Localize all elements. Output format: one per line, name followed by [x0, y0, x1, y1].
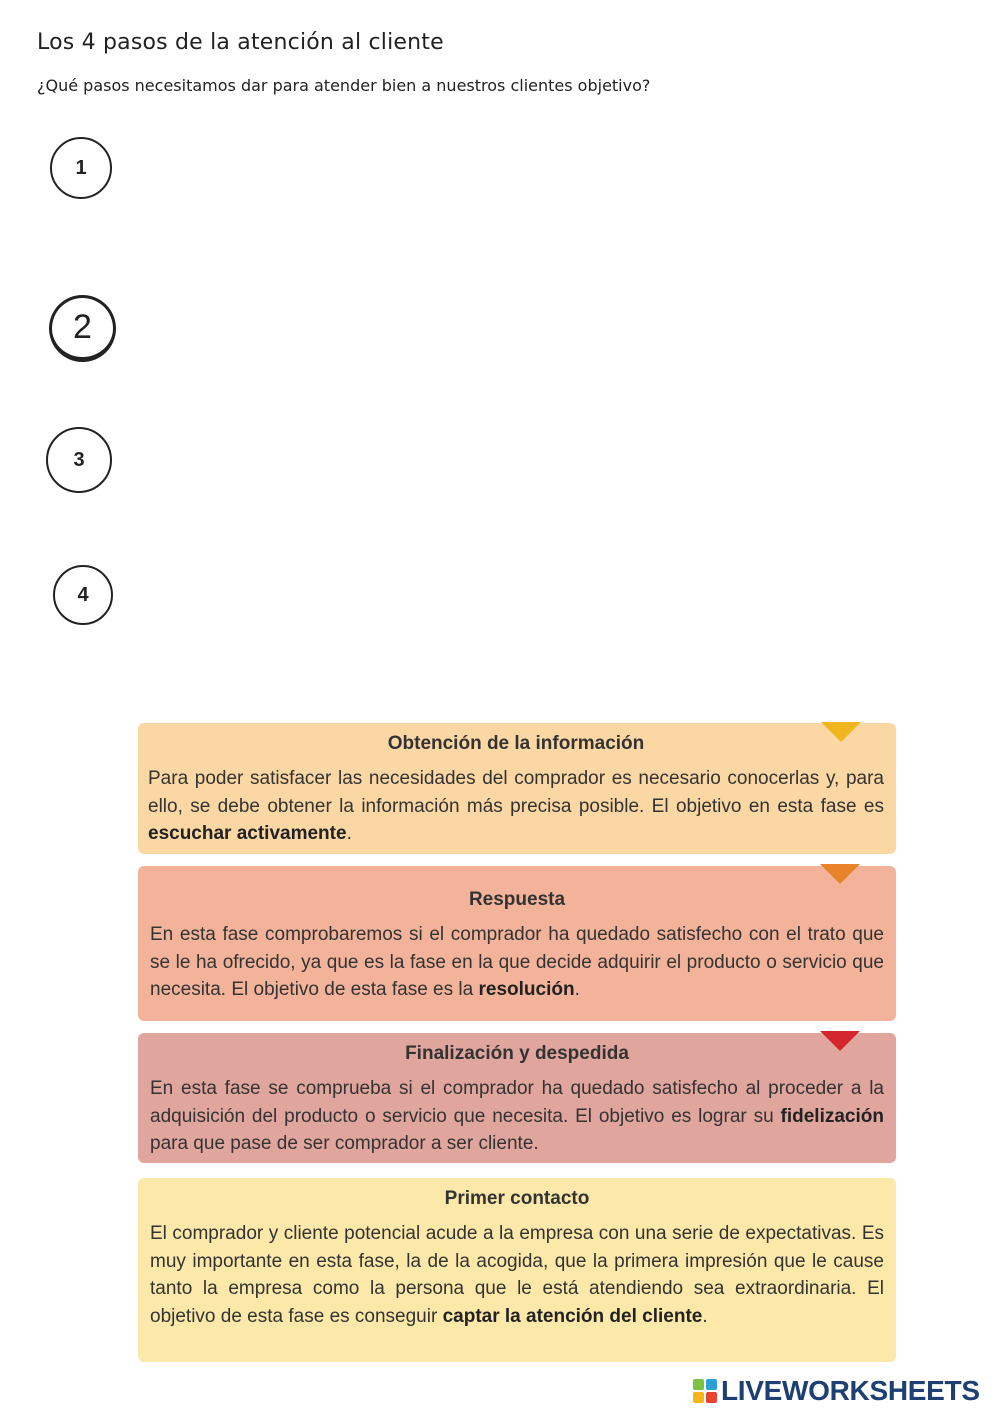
card-key-phrase: fidelización — [780, 1105, 884, 1127]
step-circle-3[interactable]: 3 — [46, 427, 112, 493]
step-circle-2[interactable]: 2 — [49, 295, 116, 362]
card-obtencion-informacion[interactable] — [138, 723, 896, 854]
card-title: Primer contacto — [444, 1188, 590, 1209]
card-key-phrase: captar la atención del cliente — [442, 1305, 703, 1327]
step-circle-4[interactable]: 4 — [53, 565, 113, 625]
brand-name: LIVEWORKSHEETS — [721, 1375, 980, 1406]
card-title: Obtención de la información — [387, 733, 645, 754]
worksheet-title: Los 4 pasos de la atención al cliente — [37, 30, 444, 55]
step-circle-1[interactable]: 1 — [50, 137, 112, 199]
card-primer-contacto[interactable] — [138, 1178, 896, 1362]
card-key-phrase: resolución — [478, 979, 575, 1000]
card-text: Para poder satisfacer las necesidades del comprador es necesario conocerlas y, para ello, se debe obtener la información más precisa posible. El objetivo en esta fase es escuchar activamente. — [148, 768, 884, 844]
red-triangle-marker-icon — [820, 1031, 860, 1051]
yellow-triangle-marker-icon — [821, 722, 861, 742]
card-respuesta[interactable] — [138, 866, 896, 1021]
card-finalizacion-despedida[interactable] — [138, 1033, 896, 1163]
card-key-phrase: escuchar activamente — [148, 823, 347, 844]
liveworksheets-brand — [693, 1374, 980, 1408]
card-title: Respuesta — [468, 889, 566, 910]
card-text: En esta fase comprobaremos si el comprador ha quedado satisfecho con el trato que se le ha ofrecido, ya que es la fase en la que decide adquirir el producto o servicio que necesita. El objetivo de esta fase es la resolución. — [150, 924, 884, 1000]
card-text: En esta fase se comprueba si el comprador ha quedado satisfecho al proceder a la adquisición del producto o servicio que necesita. El objetivo es lograr su fidelización para que pase de ser comprador a ser cliente. — [150, 1078, 884, 1154]
card-title: Finalización y despedida — [405, 1043, 629, 1064]
worksheet-question: ¿Qué pasos necesitamos dar para atender bien a nuestros clientes objetivo? — [37, 76, 651, 95]
card-text: El comprador y cliente potencial acude a la empresa con una serie de expectativas. Es muy importante en esta fase, la de la acogida, que la primera impresión que le cause tanto la empresa como la persona que le está atendiendo sea extraordinaria. El objetivo de esta fase es conseguir captar la atención del cliente. — [150, 1223, 884, 1327]
orange-triangle-marker-icon — [820, 864, 860, 884]
liveworksheets-logo-icon — [693, 1379, 717, 1403]
